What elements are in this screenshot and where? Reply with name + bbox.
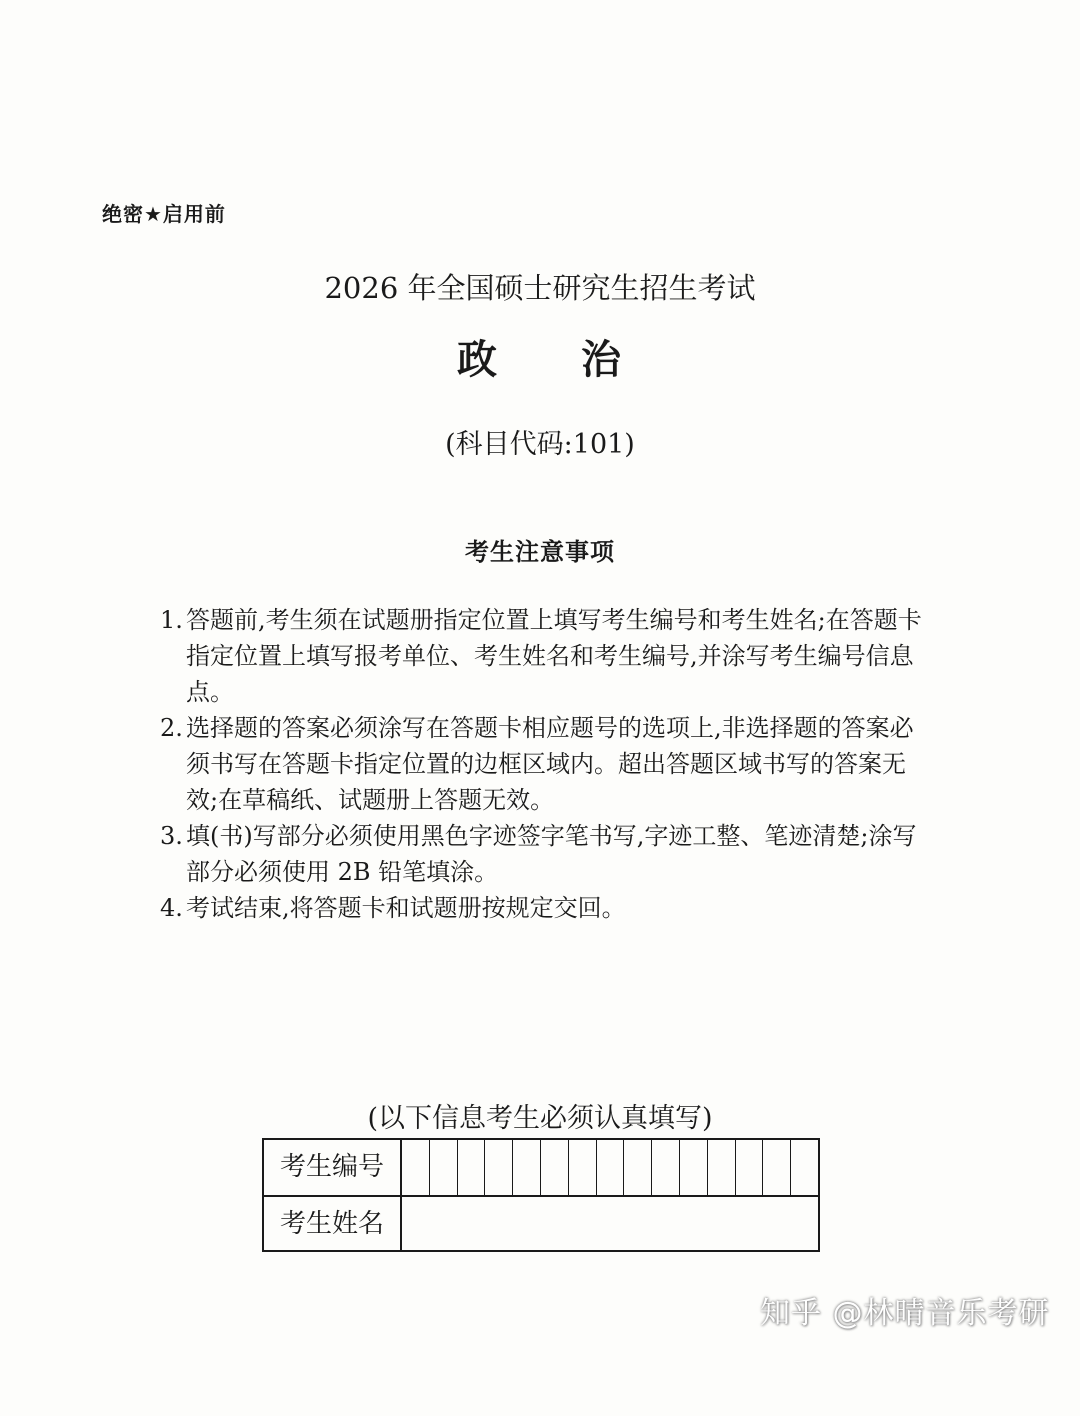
subject-char-2: 治 [581, 337, 623, 383]
number-digit-cell[interactable] [569, 1140, 597, 1195]
notice-list [160, 602, 930, 926]
notice-item-text: 答题前,考生须在试题册指定位置上填写考生编号和考生姓名;在答题卡指定位置上填写报考单位、考生姓名和考生编号,并涂写考生编号信息点。 [186, 606, 922, 706]
subject-code: (科目代码:101) [445, 429, 635, 460]
candidate-name-label: 考生姓名 [264, 1197, 402, 1252]
candidate-info-table [262, 1138, 820, 1252]
number-digit-cell[interactable] [763, 1140, 791, 1195]
notice-item [160, 818, 930, 890]
subject-title [0, 328, 1080, 385]
exam-title: 2026 年全国硕士研究生招生考试 [324, 271, 756, 305]
number-digit-cell[interactable] [458, 1140, 486, 1195]
number-digit-cell[interactable] [402, 1140, 430, 1195]
candidate-number-row [264, 1140, 818, 1195]
candidate-number-label: 考生编号 [264, 1140, 402, 1195]
notice-heading: 考生注意事项 [465, 538, 615, 566]
number-digit-cell[interactable] [680, 1140, 708, 1195]
candidate-name-field[interactable] [402, 1197, 818, 1252]
number-digit-cell[interactable] [541, 1140, 569, 1195]
notice-item [160, 710, 930, 818]
candidate-name-row [264, 1195, 818, 1252]
number-digit-cell[interactable] [485, 1140, 513, 1195]
number-digit-cell[interactable] [652, 1140, 680, 1195]
notice-item-number: 1. [160, 606, 183, 634]
watermark: 知乎 @林晴音乐考研 [760, 1296, 1050, 1331]
notice-item-text: 选择题的答案必须涂写在答题卡相应题号的选项上,非选择题的答案必须书写在答题卡指定位置的边框区域内。超出答题区域书写的答案无效;在草稿纸、试题册上答题无效。 [186, 714, 914, 814]
number-digit-cell[interactable] [736, 1140, 764, 1195]
number-digit-cell[interactable] [597, 1140, 625, 1195]
notice-item [160, 602, 930, 710]
number-digit-cell[interactable] [708, 1140, 736, 1195]
notice-item-number: 2. [160, 714, 183, 742]
notice-item-text: 填(书)写部分必须使用黑色字迹签字笔书写,字迹工整、笔迹清楚;涂写部分必须使用 2B 铅笔填涂。 [186, 822, 917, 886]
notice-item [160, 890, 930, 926]
number-digit-cell[interactable] [513, 1140, 541, 1195]
notice-item-number: 3. [160, 822, 183, 850]
notice-item-text: 考试结束,将答题卡和试题册按规定交回。 [186, 894, 626, 922]
confidential-label: 绝密★启用前 [102, 202, 226, 226]
candidate-number-field[interactable] [402, 1140, 818, 1195]
subject-char-1: 政 [457, 337, 499, 383]
number-digit-cell[interactable] [430, 1140, 458, 1195]
notice-item-number: 4. [160, 894, 183, 922]
number-digit-cell[interactable] [791, 1140, 818, 1195]
number-digit-cell[interactable] [624, 1140, 652, 1195]
info-form-caption: (以下信息考生必须认真填写) [367, 1103, 713, 1134]
